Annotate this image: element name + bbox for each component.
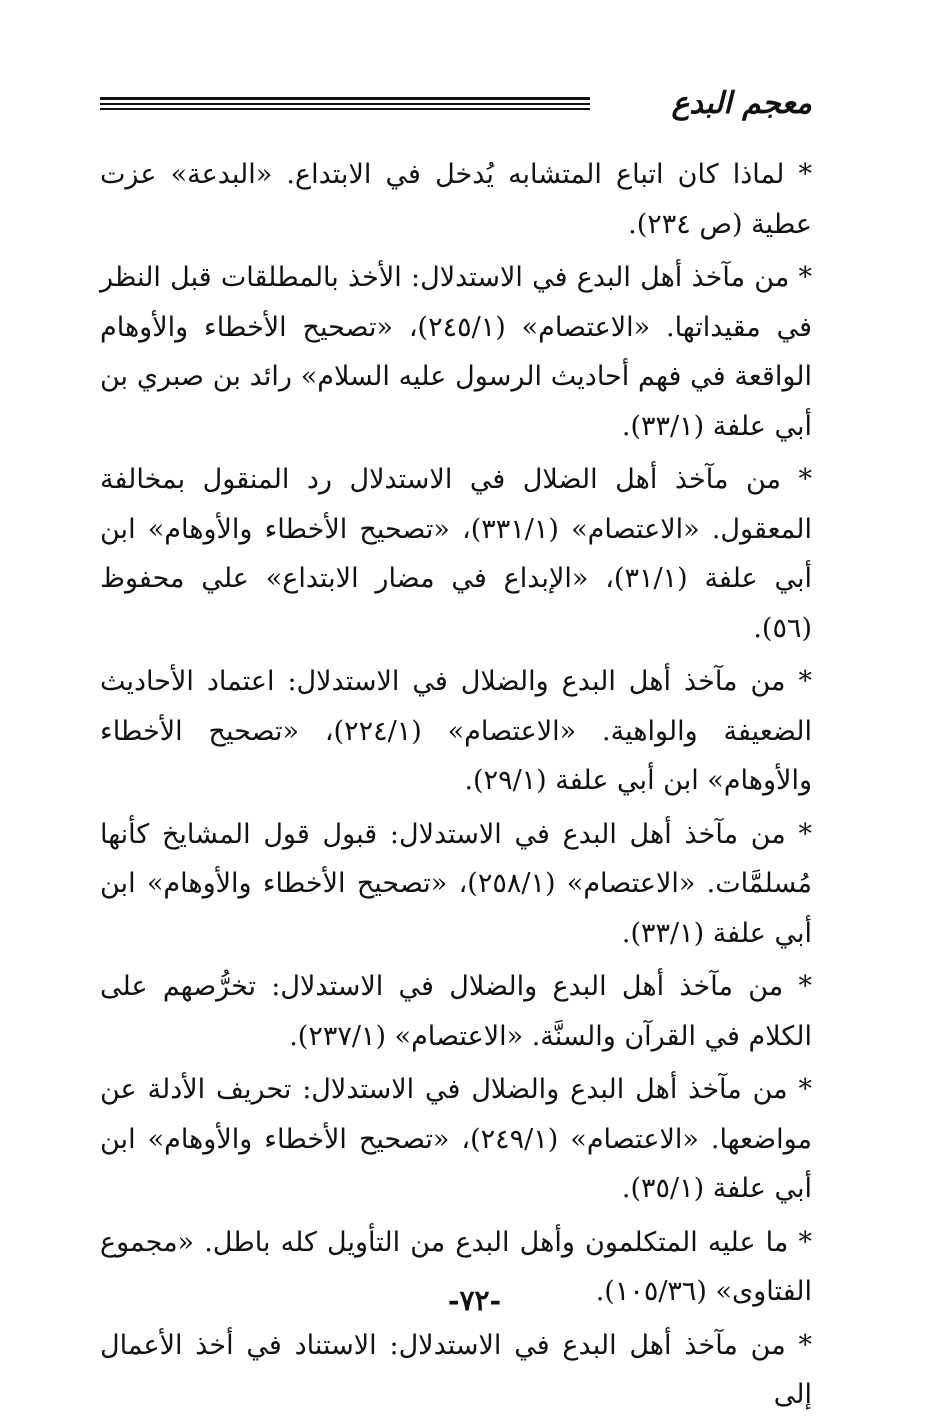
entry-paragraph: * ما عليه المتكلمون وأهل البدع من التأويل كله باطل. «مجموع الفتاوى» (١٠٥/٣٦). — [100, 1226, 812, 1307]
header-rule-line — [100, 103, 590, 105]
body-text — [100, 150, 812, 1424]
entry-paragraph: * من مآخذ أهل البدع في الاستدلال: الاستناد في أخذ الأعمال إلى — [100, 1329, 812, 1410]
entry-paragraph: * من مآخذ أهل البدع والضلال في الاستدلال: اعتماد الأحاديث الضعيفة والواهية. «الاعتصام» (٢٢٤/١)، «تصحيح الأخطاء والأوهام» ابن أبي علفة (٢٩/١). — [100, 666, 812, 796]
entry-paragraph: * من مآخذ أهل البدع والضلال في الاستدلال: تخرُّصهم على الكلام في القرآن والسنَّة. «الاعتصام» (٢٣٧/١). — [100, 971, 812, 1052]
entry-paragraph: * من مآخذ أهل الضلال في الاستدلال رد المنقول بمخالفة المعقول. «الاعتصام» (٣٣١/١)، «تصحيح الأخطاء والأوهام» ابن أبي علفة (٣١/١)، «الإبداع في مضار الابتداع» علي محفوظ (٥٦). — [100, 464, 812, 644]
header-rule-line — [100, 97, 590, 100]
entry-paragraph: * لماذا كان اتباع المتشابه يُدخل في الابتداع. «البدعة» عزت عطية (ص ٢٣٤). — [100, 159, 812, 240]
page-number: -٧٢- — [447, 1284, 502, 1317]
entry-paragraph: * من مآخذ أهل البدع في الاستدلال: قبول قول المشايخ كأنها مُسلمَّات. «الاعتصام» (٢٥٨/١)، «تصحيح الأخطاء والأوهام» ابن أبي علفة (٣٣/١). — [100, 818, 812, 949]
header-rule-line — [100, 108, 590, 110]
header-rule — [100, 97, 590, 113]
running-header — [100, 84, 812, 124]
entry-paragraph: * من مآخذ أهل البدع في الاستدلال: الأخذ بالمطلقات قبل النظر في مقيداتها. «الاعتصام» (٢٤٥/١)، «تصحيح الأخطاء والأوهام الواقعة في فهم أحاديث الرسول عليه السلام» رائد بن صبري بن أبي علفة (٣٣/١). — [100, 262, 812, 442]
header-title: معجم البدع — [671, 86, 812, 121]
entry-paragraph: * من مآخذ أهل البدع والضلال في الاستدلال: تحريف الأدلة عن مواضعها. «الاعتصام» (٢٤٩/١)، «تصحيح الأخطاء والأوهام» ابن أبي علفة (٣٥/١). — [100, 1074, 812, 1204]
